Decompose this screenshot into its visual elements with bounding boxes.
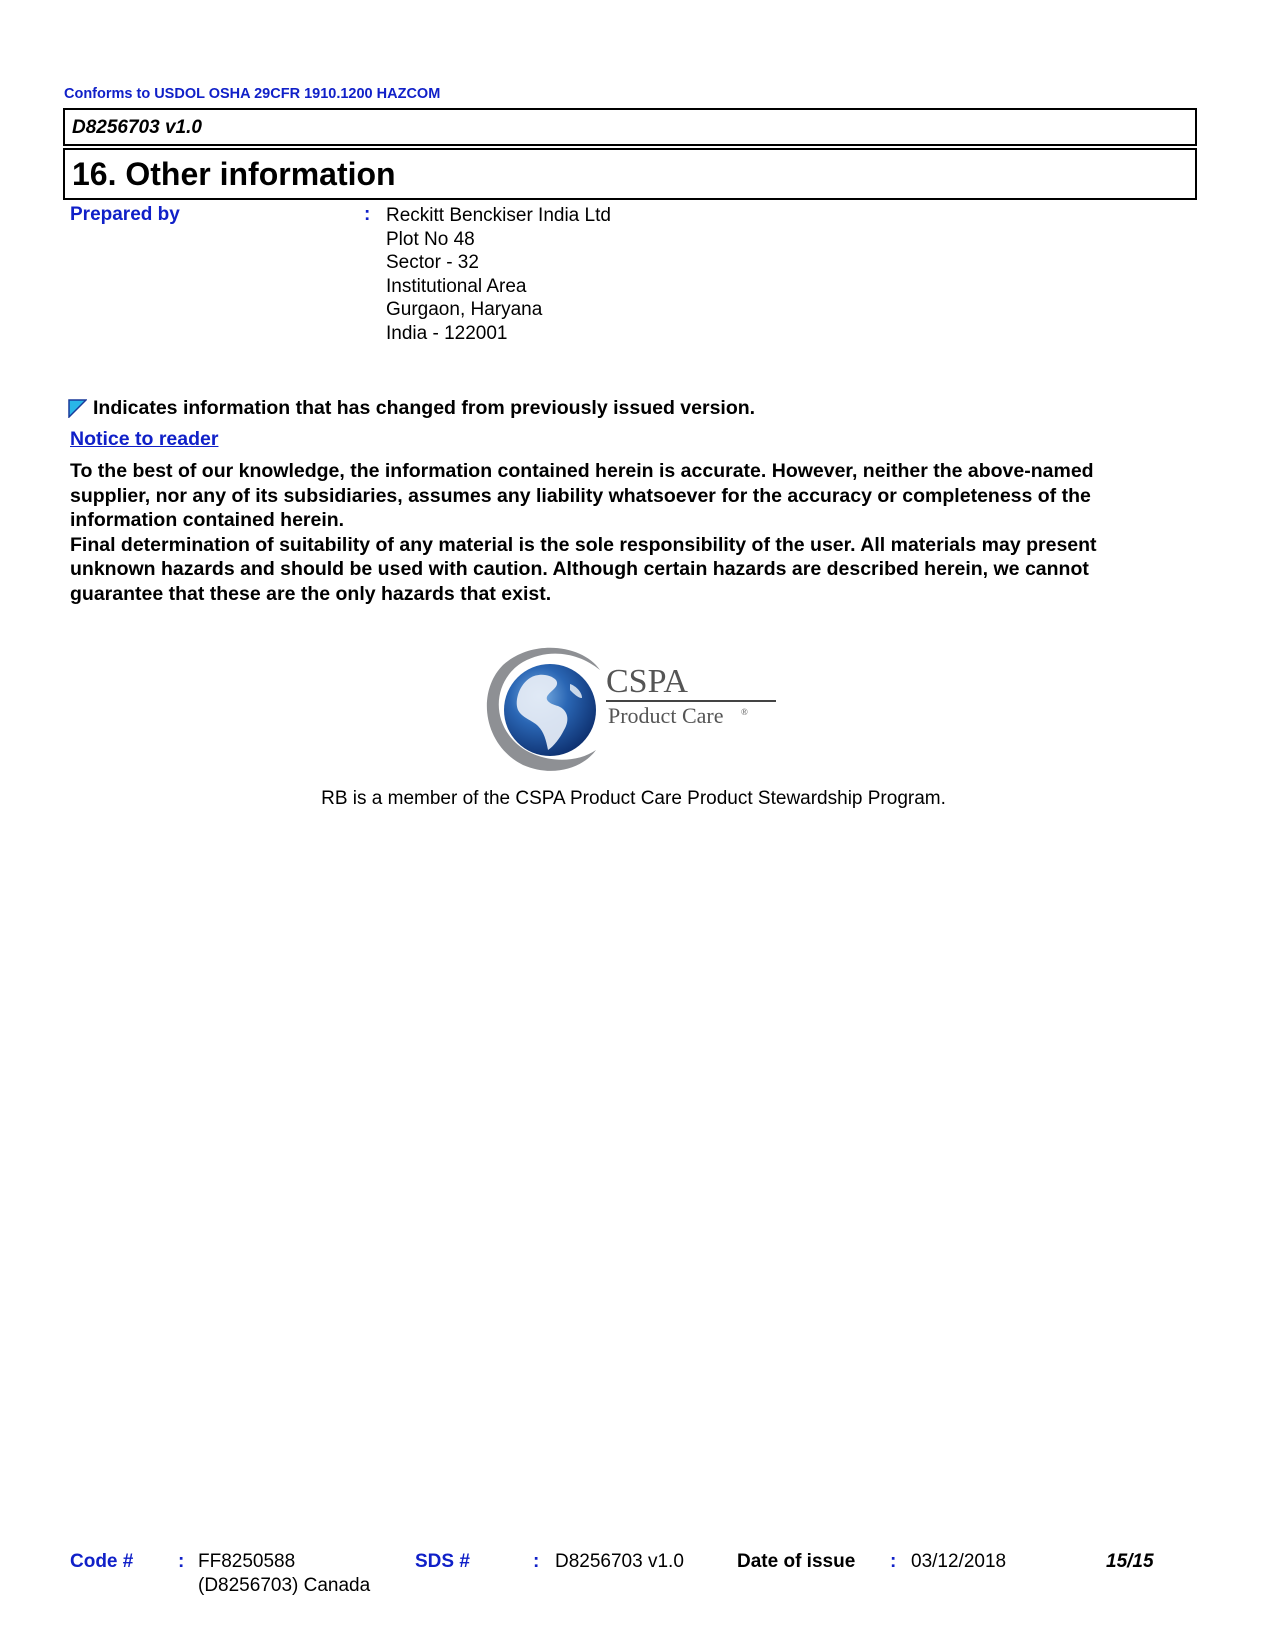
address-line: Sector - 32	[386, 252, 479, 273]
member-statement: RB is a member of the CSPA Product Care Product Stewardship Program.	[321, 788, 946, 809]
footer-code-value-2: (D8256703) Canada	[198, 1575, 371, 1596]
address-line: India - 122001	[386, 322, 508, 344]
address-line: Reckitt Benckiser India Ltd	[386, 205, 611, 226]
footer-page-number: 15/15	[1106, 1551, 1154, 1572]
footer-code-value: FF8250588	[198, 1551, 296, 1572]
prepared-by-label: Prepared by	[70, 204, 180, 225]
notice-line: guarantee that these are the only hazards that exist.	[70, 582, 552, 605]
address-line: Institutional Area	[386, 275, 527, 297]
prepared-by-colon: :	[364, 204, 371, 225]
footer-date-label: Date of issue	[737, 1551, 856, 1572]
conformance-statement: Conforms to USDOL OSHA 29CFR 1910.1200 HAZCOM	[64, 86, 441, 102]
footer-code-label: Code #	[70, 1551, 134, 1572]
footer-code-colon: :	[178, 1551, 185, 1572]
logo-registered-mark: ®	[741, 707, 748, 717]
footer-sds-colon: :	[533, 1551, 540, 1572]
changed-indicator-note	[68, 397, 755, 420]
cspa-product-care-logo	[478, 640, 788, 775]
section-title: 16. Other information	[72, 156, 396, 192]
footer-sds-value: D8256703 v1.0	[555, 1551, 684, 1572]
footer-sds-label: SDS #	[415, 1551, 470, 1572]
section-header	[63, 148, 1197, 200]
change-marker-icon	[68, 399, 87, 418]
notice-line: information contained herein.	[70, 509, 345, 531]
prepared-by-address	[386, 204, 611, 345]
document-id: D8256703 v1.0	[72, 117, 202, 138]
notice-line: Final determination of suitability of any material is the sole responsibility of the user. All materials may present	[70, 533, 1097, 556]
footer-date-colon: :	[890, 1551, 897, 1572]
logo-title: CSPA	[606, 663, 688, 700]
changed-indicator-text: Indicates information that has changed from previously issued version.	[93, 397, 756, 419]
address-line: Gurgaon, Haryana	[386, 299, 543, 320]
notice-line: To the best of our knowledge, the information contained herein is accurate. However, neither the above-named	[70, 460, 1094, 482]
notice-to-reader-link[interactable]: Notice to reader	[70, 428, 219, 450]
document-id-bar	[63, 108, 1197, 146]
logo-subtitle: Product Care	[608, 703, 724, 728]
notice-line: unknown hazards and should be used with caution. Although certain hazards are described herein, we cannot	[70, 558, 1089, 580]
notice-body	[70, 459, 1180, 606]
address-line: Plot No 48	[386, 228, 475, 250]
notice-line: supplier, nor any of its subsidiaries, assumes any liability whatsoever for the accuracy or completeness of the	[70, 484, 1091, 507]
footer-date-value: 03/12/2018	[911, 1551, 1007, 1572]
